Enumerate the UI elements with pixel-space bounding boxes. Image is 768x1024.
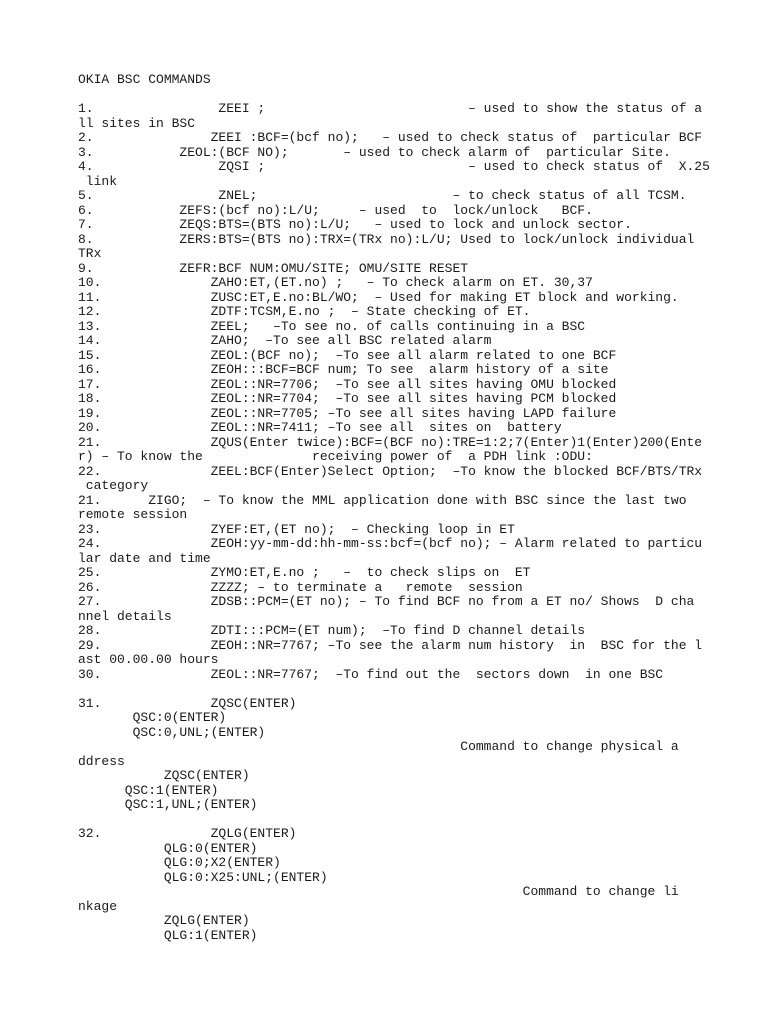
text-line: link [78, 173, 118, 189]
text-line: r) – To know the receiving power of a PDH link :ODU: [78, 449, 593, 464]
text-line: ZQSC(ENTER) [78, 768, 250, 783]
text-line: Command to change li [78, 884, 679, 899]
text-line: 22. ZEEL:BCF(Enter)Select Option; –To know the blocked BCF/BTS/TRx [78, 463, 703, 479]
text-line: 25. ZYMO:ET,E.no ; – to check slips on ET [78, 565, 531, 580]
text-line: 3. ZEOL:(BCF NO); – used to check alarm of particular Site. [78, 144, 671, 160]
text-line: QLG:0;X2(ENTER) [78, 855, 281, 870]
text-line: 9. ZEFR:BCF NUM:OMU/SITE; OMU/SITE RESET [78, 260, 469, 276]
text-line: QSC:1,UNL;(ENTER) [78, 797, 258, 812]
text-line: 26. ZZZZ; – to terminate a remote session [78, 579, 523, 595]
text-line: remote session [78, 507, 188, 522]
text-line: ll sites in BSC [78, 115, 196, 131]
text-line: 14. ZAHO; –To see all BSC related alarm [78, 333, 492, 348]
text-line: Command to change physical a [78, 739, 679, 754]
text-line: 15. ZEOL:(BCF no); –To see all alarm related to one BCF [78, 347, 617, 363]
text-line: 6. ZEFS:(bcf no):L/U; – used to lock/unlock BCF. [78, 202, 593, 218]
text-line: QLG:1(ENTER) [78, 927, 258, 943]
text-line: 23. ZYEF:ET,(ET no); – Checking loop in ET [78, 521, 515, 537]
text-line: 7. ZEQS:BTS=(BTS no):L/U; – used to lock and unlock sector. [78, 217, 632, 232]
text-line: QSC:0,UNL;(ENTER) [78, 724, 266, 740]
text-line: category [78, 478, 149, 493]
text-line: 11. ZUSC:ET,E.no:BL/WO; – Used for making ET block and working. [78, 289, 679, 305]
text-line: QLG:0:X25:UNL;(ENTER) [78, 869, 328, 885]
text-line: 28. ZDTI:::PCM=(ET num); –To find D channel details [78, 623, 586, 638]
text-line: 18. ZEOL::NR=7704; –To see all sites having PCM blocked [78, 391, 617, 406]
text-line: 10. ZAHO:ET,(ET.no) ; – To check alarm on ET. 30,37 [78, 275, 593, 290]
text-line: ast 00.00.00 hours [78, 652, 219, 667]
text-line: 17. ZEOL::NR=7706; –To see all sites having OMU blocked [78, 376, 617, 392]
text-line: 1. ZEEI ; – used to show the status of a [78, 101, 703, 116]
text-line: 27. ZDSB::PCM=(ET no); – To find BCF no from a ET no/ Shows D cha [78, 594, 695, 609]
text-line: nnel details [78, 608, 172, 624]
text-line: nkage [78, 898, 118, 914]
text-line: 19. ZEOL::NR=7705; –To see all sites having LAPD failure [78, 405, 617, 421]
text-line: 24. ZEOH:yy-mm-dd:hh-mm-ss:bcf=(bcf no); – Alarm related to particu [78, 536, 703, 551]
text-line: 5. ZNEL; – to check status of all TCSM. [78, 188, 687, 203]
text-line: QSC:1(ENTER) [78, 782, 219, 798]
text-line: ddress [78, 753, 125, 769]
text-line: QSC:0(ENTER) [78, 710, 227, 725]
text-line: 13. ZEEL; –To see no. of calls continuing in a BSC [78, 318, 586, 334]
document-title: OKIA BSC COMMANDS [78, 72, 211, 87]
text-line: QLG:0(ENTER) [78, 840, 258, 856]
text-line: lar date and time [78, 550, 211, 566]
text-line: ZQLG(ENTER) [78, 913, 250, 928]
text-line: 32. ZQLG(ENTER) [78, 826, 297, 841]
text-line: 2. ZEEI :BCF=(bcf no); – used to check status of particular BCF [78, 130, 703, 145]
text-line: TRx [78, 246, 102, 261]
text-line: 21. ZQUS(Enter twice):BCF=(BCF no):TRE=1:2;7(Enter)1(Enter)200(Ente [78, 434, 703, 450]
text-line: 21. ZIGO; – To know the MML application done with BSC since the last two [78, 492, 687, 508]
text-line: 30. ZEOL::NR=7767; –To find out the sectors down in one BSC [78, 666, 664, 682]
text-line: 8. ZERS:BTS=(BTS no):TRX=(TRx no):L/U; Used to lock/unlock individual [78, 231, 695, 247]
text-line: 12. ZDTF:TCSM,E.no ; – State checking of ET. [78, 304, 531, 319]
text-line: 16. ZEOH:::BCF=BCF num; To see alarm history of a site [78, 362, 609, 377]
text-line: 29. ZEOH::NR=7767; –To see the alarm num history in BSC for the l [78, 637, 703, 653]
text-line: 31. ZQSC(ENTER) [78, 695, 297, 711]
text-line: 20. ZEOL::NR=7411; –To see all sites on battery [78, 420, 562, 435]
text-line: 4. ZQSI ; – used to check status of X.25 [78, 159, 710, 174]
